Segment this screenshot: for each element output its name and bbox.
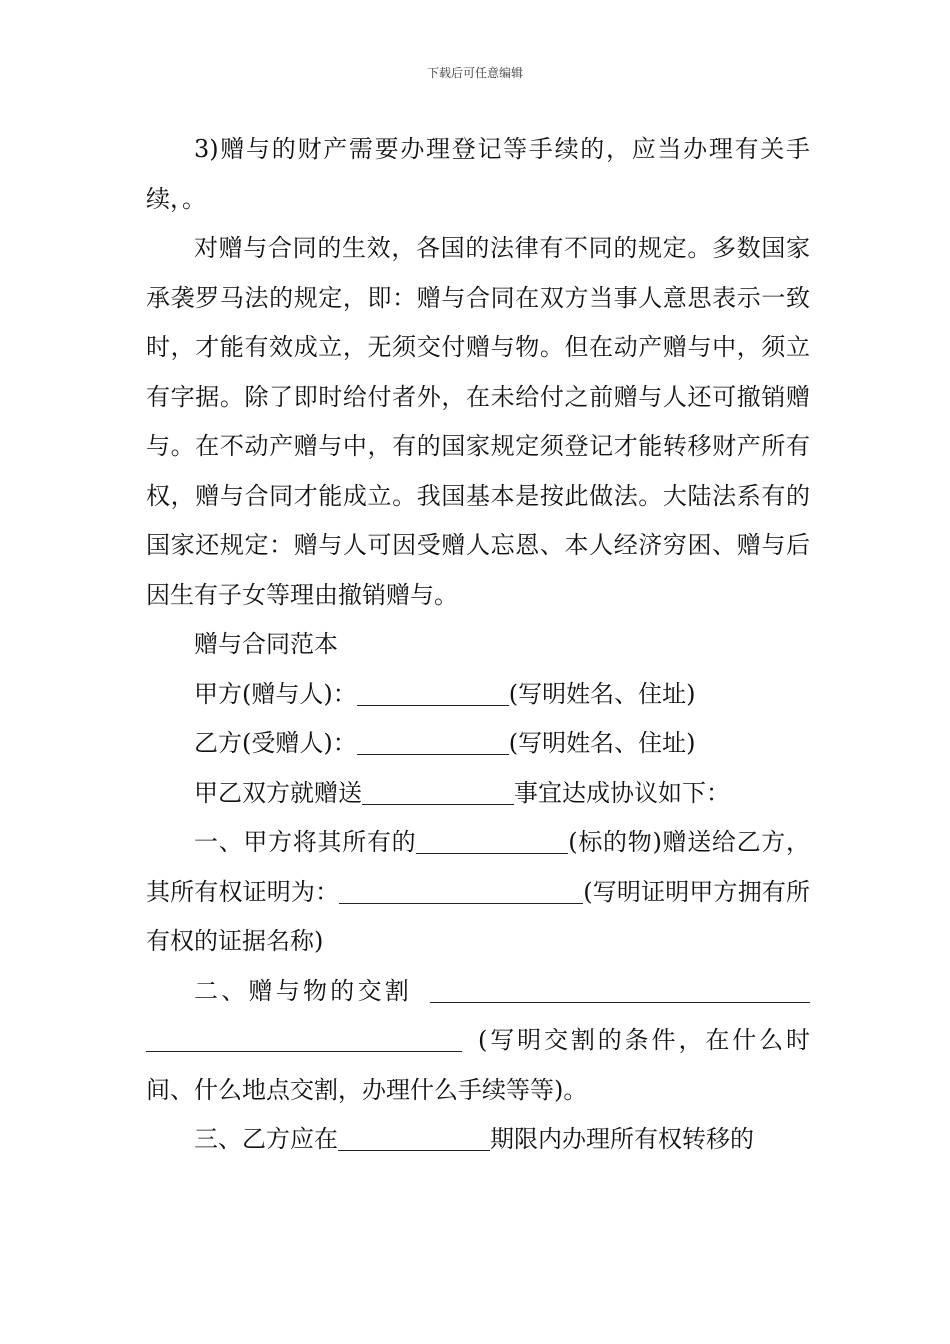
agreement-after: 事宜达成协议如下：	[514, 778, 730, 807]
clause-3-after: 期限内办理所有权转移的	[490, 1125, 754, 1153]
agreement-line	[146, 769, 810, 819]
party-b-label: 乙方(受赠人)：	[194, 729, 357, 757]
paragraph-registration: 3)赠与的财产需要办理登记等手续的，应当办理有关手续，。	[146, 135, 810, 213]
clause-2-blank-second[interactable]	[146, 1021, 462, 1052]
clause-2-before: 二、赠与物的交割	[194, 976, 412, 1005]
clause-2-blank-first[interactable]	[430, 972, 810, 1003]
paragraph-effectiveness: 对赠与合同的生效，各国的法律有不同的规定。多数国家承袭罗马法的规定，即：赠与合同在双方当事人意思表示一致时，才能有效成立，无须交付赠与物。但在动产赠与中，须立有字据。除了即时给付者外，在未给付之前赠与人还可撤销赠与。在不动产赠与中，有的国家规定须登记才能转移财产所有权，赠与合同才能成立。我国基本是按此做法。大陆法系有的国家还规定：赠与人可因受赠人忘恩、本人经济穷困、赠与后因生有子女等理由撤销赠与。	[146, 234, 810, 609]
clause-1-before: 一、甲方将其所有的	[194, 828, 417, 856]
clause-1-subject-blank[interactable]	[416, 823, 568, 854]
agreement-before: 甲乙双方就赠送	[194, 778, 362, 807]
clause-1-proof-blank[interactable]	[339, 873, 583, 904]
page-header: 下载后可任意编辑	[426, 66, 523, 80]
clause-1-after: (写明证明甲方拥有所有权的证据名称)	[146, 877, 811, 955]
party-b-note: (写明姓名、住址)	[508, 729, 696, 757]
clause-3-line	[146, 1115, 810, 1165]
party-a-blank[interactable]	[357, 675, 509, 706]
document-body	[146, 125, 810, 1165]
clause-1-middle: (标的物)赠送给乙方，其所有权证明为：	[146, 828, 811, 906]
party-a-label: 甲方(赠与人)：	[194, 679, 357, 708]
clause-3-blank[interactable]	[338, 1120, 490, 1151]
party-a-note: (写明姓名、住址)	[508, 679, 696, 708]
agreement-blank[interactable]	[362, 774, 514, 805]
party-b-line	[146, 719, 810, 769]
clause-2-after: (写明交割的条件，在什么时间、什么地点交割，办理什么手续等等)。	[146, 1026, 810, 1104]
template-title: 赠与合同范本	[194, 630, 338, 658]
party-a-line	[146, 670, 810, 720]
clause-2	[146, 967, 810, 1116]
clause-1	[146, 818, 810, 967]
party-b-blank[interactable]	[357, 724, 509, 755]
clause-3-before: 三、乙方应在	[194, 1125, 338, 1153]
